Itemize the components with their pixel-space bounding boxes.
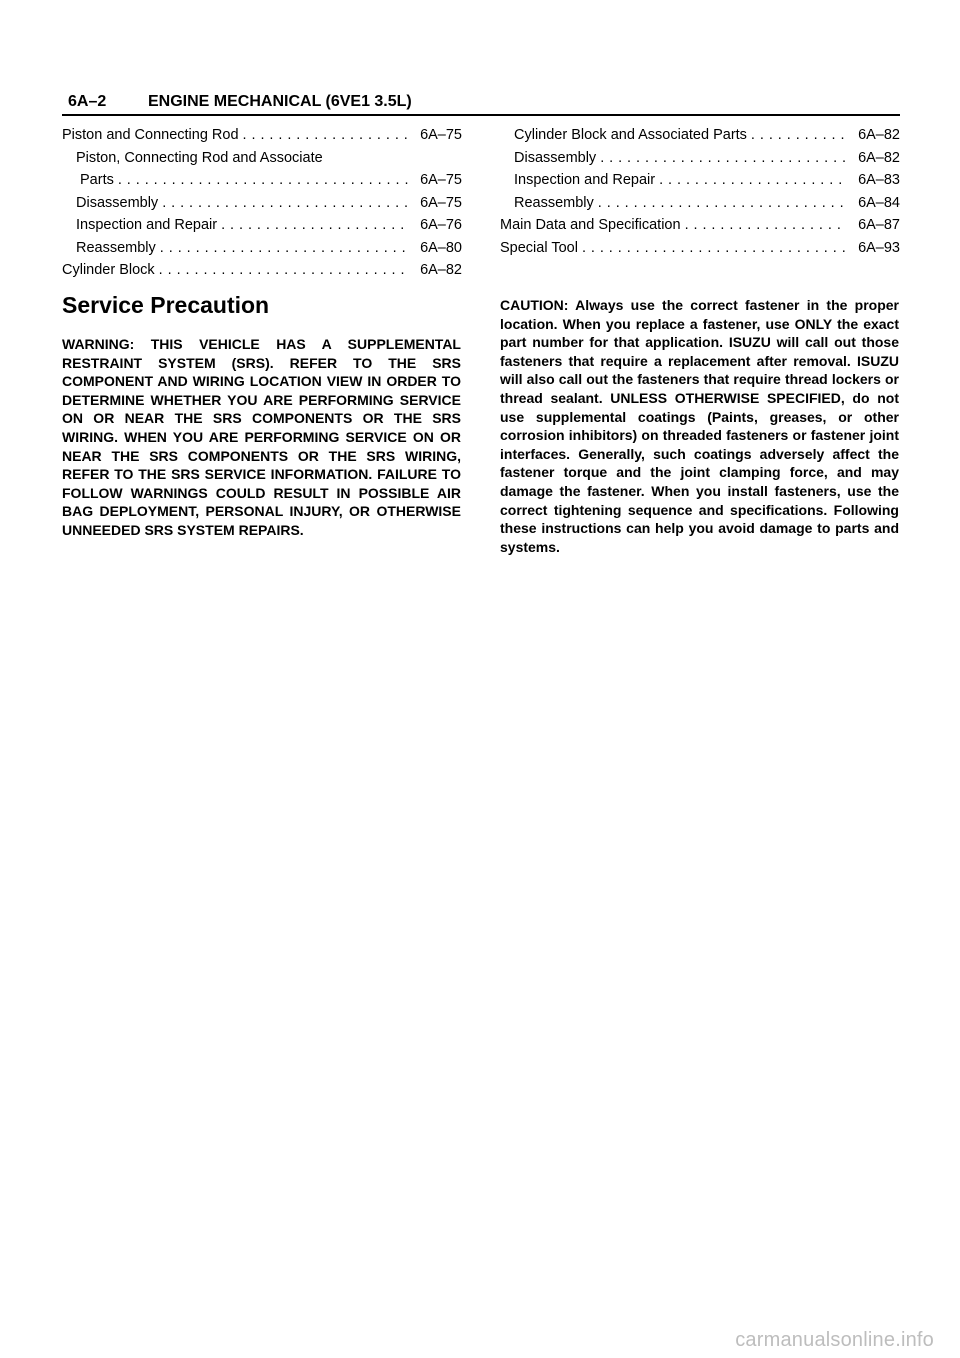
toc-entry-page: 6A–84 bbox=[858, 194, 900, 211]
toc-entry-page: 6A–75 bbox=[420, 127, 462, 143]
toc-entry[interactable] bbox=[62, 169, 462, 192]
toc-leader-dots bbox=[685, 214, 846, 237]
toc-leader-dots bbox=[598, 192, 846, 215]
toc-entry-page: 6A–82 bbox=[858, 127, 900, 143]
toc-entry-page: 6A–82 bbox=[858, 149, 900, 166]
page-header bbox=[62, 89, 900, 117]
toc-leader-dots bbox=[159, 259, 408, 282]
watermark-link[interactable]: carmanualsonline.info bbox=[735, 1329, 934, 1351]
toc-leader-dots bbox=[582, 237, 846, 260]
toc-leader-dots bbox=[118, 169, 408, 192]
toc-entry-page: 6A–80 bbox=[420, 239, 462, 256]
toc-leader-dots bbox=[221, 214, 408, 237]
toc-entry-label: Reassembly bbox=[514, 194, 594, 211]
toc-entry[interactable] bbox=[62, 214, 462, 237]
toc-entry[interactable] bbox=[62, 124, 462, 147]
toc-entry-page: 6A–82 bbox=[420, 262, 462, 278]
toc-right-column bbox=[500, 124, 900, 259]
toc-entry[interactable] bbox=[500, 192, 900, 215]
toc-entry-label: Cylinder Block and Associated Parts bbox=[514, 127, 747, 143]
toc-entry-page: 6A–83 bbox=[858, 172, 900, 188]
toc-entry[interactable] bbox=[62, 147, 462, 170]
toc-entry-label: Parts bbox=[80, 172, 114, 188]
toc-entry-label: Disassembly bbox=[76, 194, 159, 211]
toc-entry-label: Piston and Connecting Rod bbox=[62, 127, 239, 143]
toc-leader-dots bbox=[600, 147, 846, 170]
toc-entry[interactable] bbox=[500, 124, 900, 147]
section-title: Service Precaution bbox=[62, 292, 270, 318]
toc-leader-dots bbox=[659, 169, 846, 192]
page-number: 6A–2 bbox=[68, 93, 107, 110]
toc-entry[interactable] bbox=[62, 192, 462, 215]
toc-entry-page: 6A–87 bbox=[858, 217, 900, 233]
toc-left-column bbox=[62, 124, 462, 282]
toc-leader-dots bbox=[160, 237, 408, 260]
toc-entry-page: 6A–75 bbox=[420, 194, 462, 211]
toc-entry[interactable] bbox=[500, 237, 900, 260]
toc-entry-label: Inspection and Repair bbox=[514, 172, 656, 188]
toc-entry-label: Piston, Connecting Rod and Associate bbox=[76, 149, 323, 166]
warning-paragraph: WARNING: THIS VEHICLE HAS A SUPPLEMENTAL RESTRAINT SYSTEM (SRS). REFER TO THE SRS COMPONENT AND WIRING LOCATION VIEW IN ORDER TO DETERMINE WHETHER YOU ARE PERFORMING SERVICE ON OR NEAR THE SRS COMPONENTS OR THE SRS WIRING. WHEN YOU ARE PERFORMING SERVICE ON OR NEAR THE SRS COMPONENTS OR THE SRS WIRING, REFER TO THE SRS SERVICE INFORMATION. FAILURE TO FOLLOW WARNINGS COULD RESULT IN POSSIBLE AIR BAG DEPLOYMENT, PERSONAL INJURY, OR OTHERWISE UNNEEDED SRS SYSTEM REPAIRS. bbox=[62, 336, 461, 538]
toc-entry[interactable] bbox=[500, 147, 900, 170]
header-rule bbox=[62, 114, 900, 116]
toc-entry-label: Inspection and Repair bbox=[76, 217, 218, 233]
toc-entry[interactable] bbox=[62, 259, 462, 282]
toc-entry-page: 6A–76 bbox=[420, 217, 462, 233]
toc-entry-label: Disassembly bbox=[514, 149, 597, 166]
toc-entry-label: Cylinder Block bbox=[62, 262, 155, 278]
chapter-title: ENGINE MECHANICAL (6VE1 3.5L) bbox=[148, 93, 412, 110]
toc-entry-label: Reassembly bbox=[76, 239, 156, 256]
caution-paragraph: CAUTION: Always use the correct fastener in the proper location. When you replace a fastener, use ONLY the exact part number for that application. ISUZU will call out those fasteners that require a replacement after removal. ISUZU will also call out the fasteners that require thread lockers or thread sealant. UNLESS OTHERWISE SPECIFIED, do not use supplemental coatings (Paints, greases, or other corrosion inhibitors) on threaded fasteners or fastener joint interfaces. Generally, such coatings adversely affect the fastener torque and the joint clamping force, and may damage the fastener. When you install fasteners, use the correct tightening sequence and specifications. Following these instructions can help you avoid damage to parts and systems. bbox=[500, 297, 899, 555]
toc-entry[interactable] bbox=[500, 169, 900, 192]
toc-entry[interactable] bbox=[62, 237, 462, 260]
toc-entry-label: Main Data and Specification bbox=[500, 217, 681, 233]
toc-leader-dots bbox=[751, 124, 846, 147]
toc-entry[interactable] bbox=[500, 214, 900, 237]
toc-leader-dots bbox=[162, 192, 408, 215]
toc-entry-page: 6A–93 bbox=[858, 239, 900, 256]
toc-entry-label: Special Tool bbox=[500, 239, 578, 256]
toc-leader-dots bbox=[243, 124, 408, 147]
toc-entry-page: 6A–75 bbox=[420, 172, 462, 188]
